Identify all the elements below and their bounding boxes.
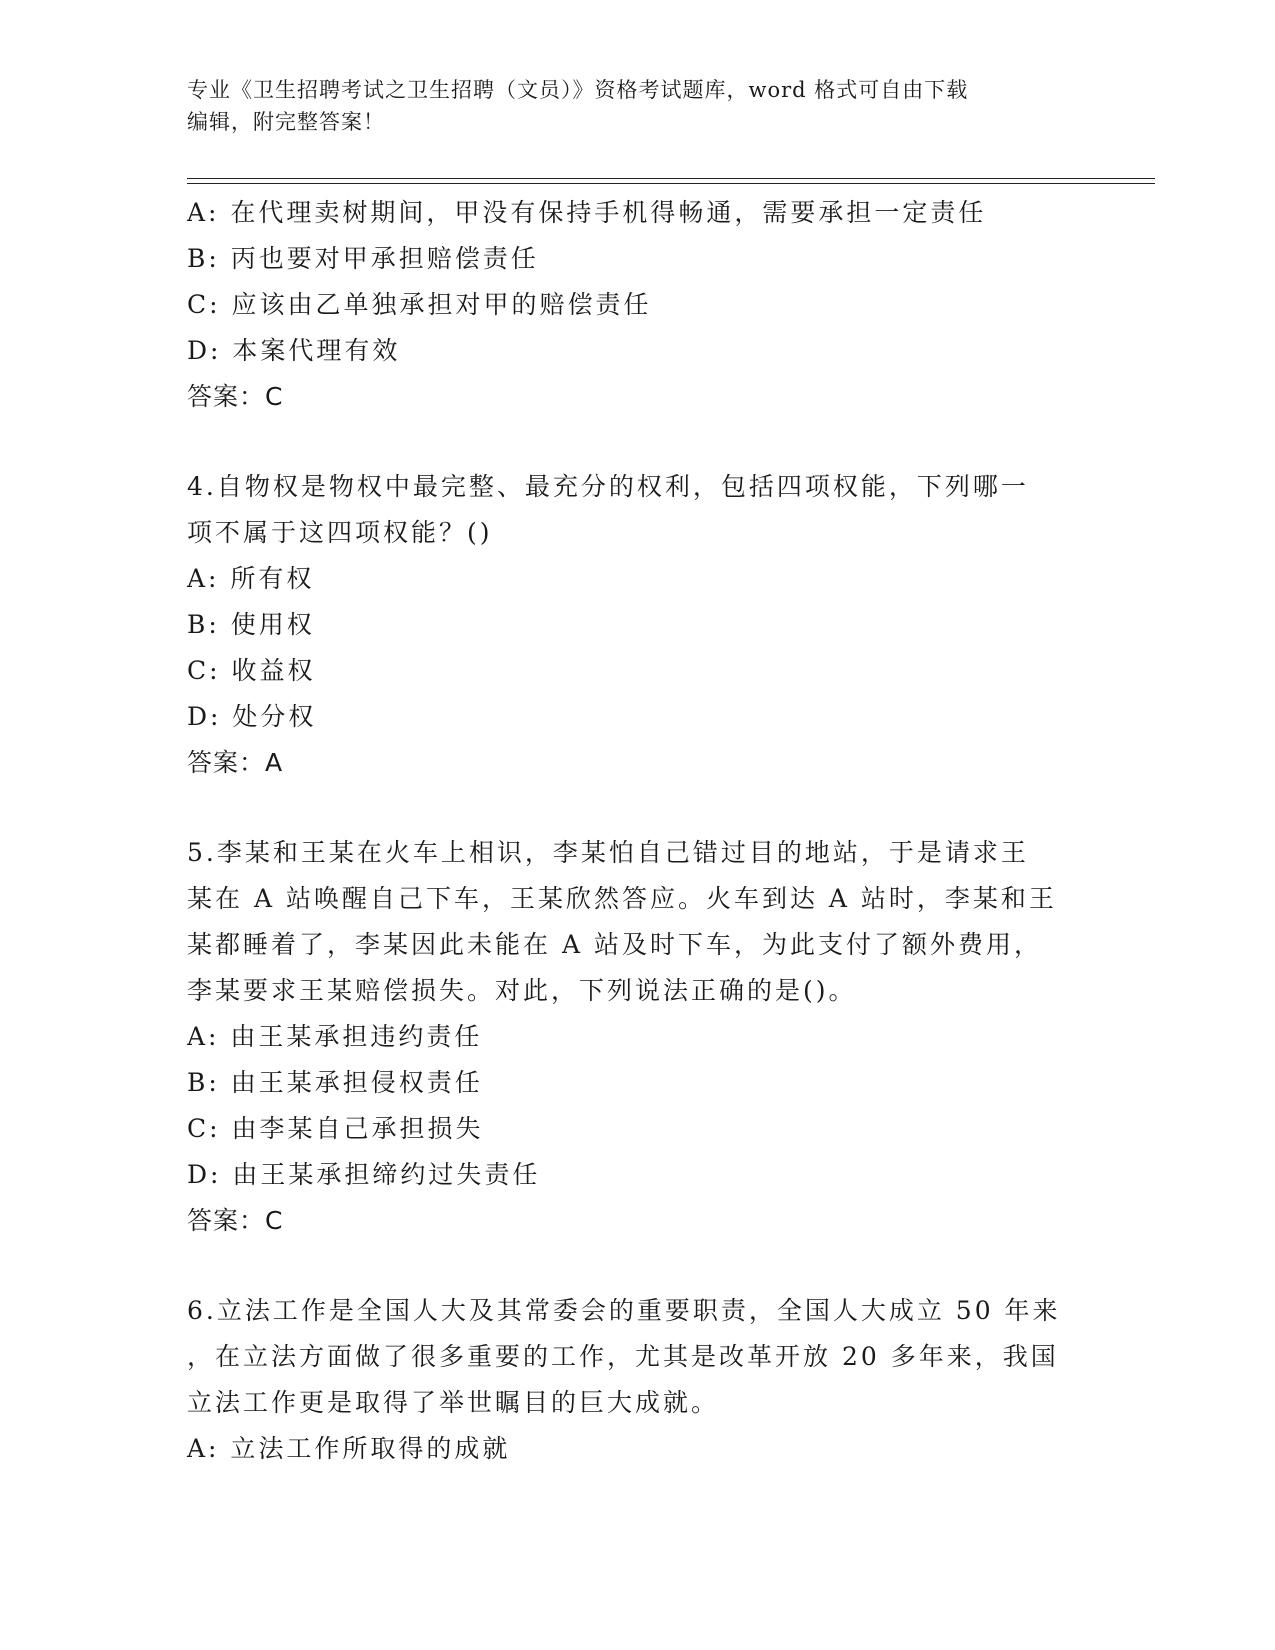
- question-text-line: 5.李某和王某在火车上相识，李某怕自己错过目的地站，于是请求王: [187, 838, 1029, 867]
- answer-line: 答案：C: [187, 382, 284, 411]
- question-text-line: ，在立法方面做了很多重要的工作，尤其是改革开放 20 多年来，我国: [187, 1342, 1059, 1371]
- option-c: C: 由李某自己承担损失: [187, 1114, 484, 1143]
- header-line-1: 专业《卫生招聘考试之卫生招聘（文员）》资格考试题库，word 格式可自由下载: [187, 78, 969, 102]
- question-text-line: 某在 A 站唤醒自己下车，王某欣然答应。火车到达 A 站时，李某和王: [187, 884, 1057, 913]
- option-a: A: 在代理卖树期间，甲没有保持手机得畅通，需要承担一定责任: [187, 198, 987, 227]
- question-5: [187, 830, 1087, 1244]
- answer-line: 答案：A: [187, 748, 284, 777]
- question-6: [187, 1288, 1087, 1472]
- option-a: A: 所有权: [187, 564, 315, 593]
- question-3: [187, 190, 1087, 420]
- option-a: A: 由王某承担违约责任: [187, 1022, 483, 1051]
- spacer: [187, 1244, 1087, 1288]
- option-b: B: 使用权: [187, 610, 315, 639]
- question-text-line: 李某要求王某赔偿损失。对此，下列说法正确的是()。: [187, 976, 857, 1005]
- document-header: [187, 74, 1087, 138]
- header-line-2: 编辑，附完整答案！: [187, 110, 385, 134]
- option-c: C: 收益权: [187, 656, 316, 685]
- question-text-line: 某都睡着了，李某因此未能在 A 站及时下车，为此支付了额外费用，: [187, 930, 1042, 959]
- spacer: [187, 786, 1087, 830]
- question-4: [187, 464, 1087, 786]
- question-list: [187, 190, 1087, 1472]
- spacer: [187, 420, 1087, 464]
- answer-line: 答案：C: [187, 1206, 284, 1235]
- header-rule-bottom: [187, 183, 1155, 184]
- option-a: A: 立法工作所取得的成就: [187, 1434, 511, 1463]
- option-d: D: 本案代理有效: [187, 336, 401, 365]
- option-b: B: 丙也要对甲承担赔偿责任: [187, 244, 539, 273]
- option-c: C: 应该由乙单独承担对甲的赔偿责任: [187, 290, 652, 319]
- option-b: B: 由王某承担侵权责任: [187, 1068, 483, 1097]
- option-d: D: 处分权: [187, 702, 317, 731]
- option-d: D: 由王某承担缔约过失责任: [187, 1160, 541, 1189]
- question-text-line: 立法工作更是取得了举世瞩目的巨大成就。: [187, 1388, 720, 1417]
- question-text-line: 4.自物权是物权中最完整、最充分的权利，包括四项权能，下列哪一: [187, 472, 1029, 501]
- question-text-line: 6.立法工作是全国人大及其常委会的重要职责，全国人大成立 50 年来: [187, 1296, 1061, 1325]
- question-text-line: 项不属于这四项权能？(): [187, 518, 493, 547]
- header-rule-top: [187, 178, 1155, 179]
